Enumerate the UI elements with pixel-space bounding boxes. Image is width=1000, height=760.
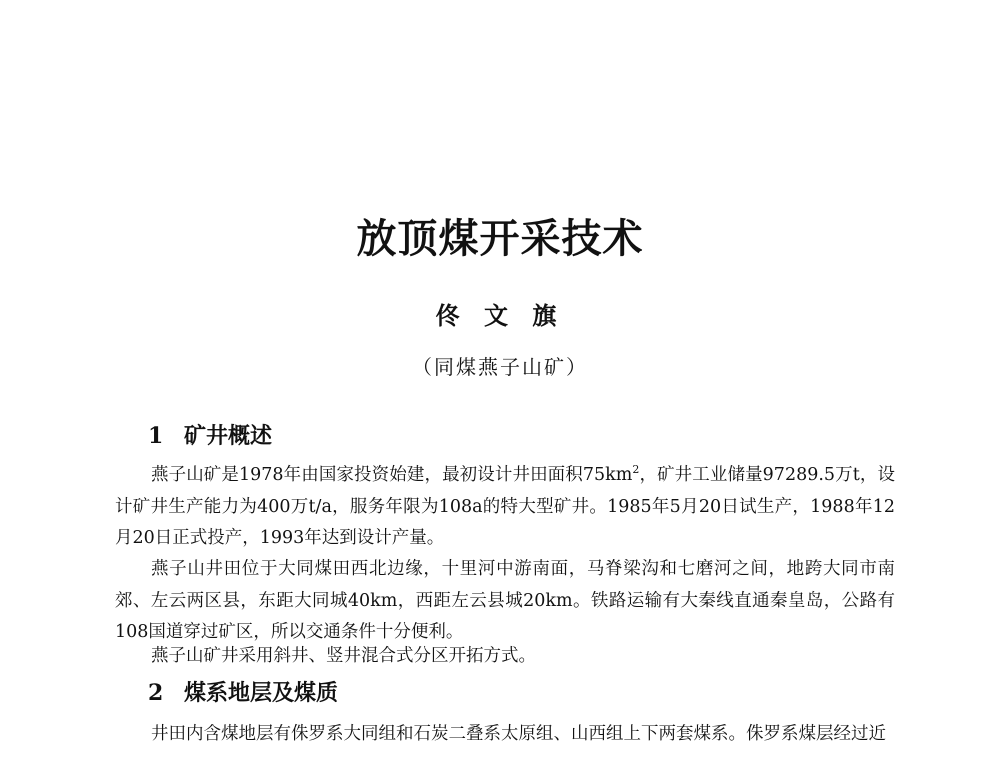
superscript: 2 bbox=[632, 463, 640, 477]
section-number: 1 bbox=[148, 423, 164, 449]
paper-title: 放顶煤开采技术 bbox=[356, 215, 644, 262]
section-heading-1 bbox=[148, 420, 272, 453]
section-number: 2 bbox=[148, 680, 164, 706]
paragraph: 井田内含煤地层有侏罗系大同组和石炭二叠系太原组、山西组上下两套煤系。侏罗系煤层经过近 bbox=[151, 724, 886, 744]
paragraph-text: 燕子山矿是1978年由国家投资始建，最初设计井田面积75km bbox=[151, 465, 633, 485]
paragraph bbox=[115, 460, 895, 555]
paragraph: 燕子山井田位于大同煤田西北边缘，十里河中游南面，马脊梁沟和七磨河之间，地跨大同市南郊、左云两区县，东距大同城40km，西距左云县城20km。铁路运输有大秦线直通秦皇岛，公路有108国道穿过矿区，所以交通条件十分便利。 bbox=[115, 559, 895, 642]
author-affiliation: （同煤燕子山矿） bbox=[412, 355, 588, 379]
paragraph-text: ，矿井工业储量97289.5万t，设计矿井生产能力为400万t/a，服务年限为108a的特大型矿井。1985年5月20日试生产，1988年12月20日正式投产，1993年达到设计产量。 bbox=[115, 465, 895, 548]
author-name: 佟 文 旗 bbox=[435, 301, 565, 330]
section-heading-2 bbox=[148, 677, 338, 710]
section-title: 煤系地层及煤质 bbox=[184, 681, 339, 706]
paragraph: 燕子山矿井采用斜井、竖井混合式分区开拓方式。 bbox=[151, 646, 536, 666]
section-title: 矿井概述 bbox=[184, 424, 273, 449]
